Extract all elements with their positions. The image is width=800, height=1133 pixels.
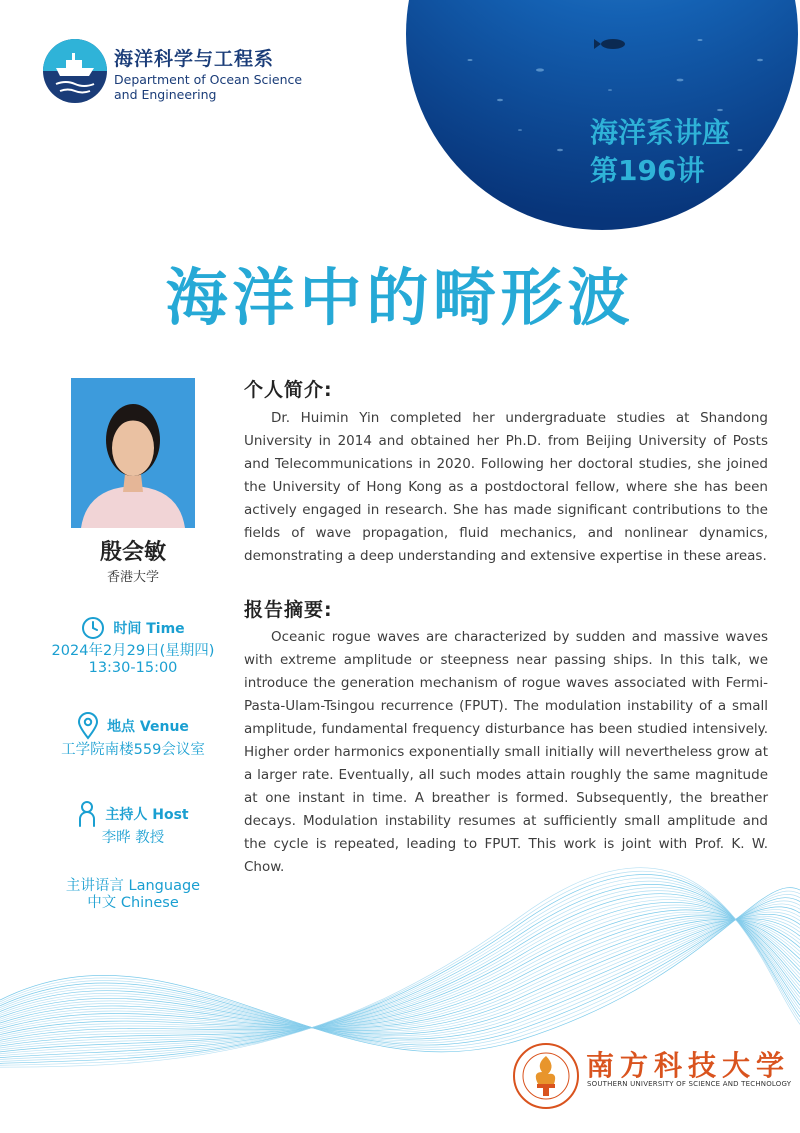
time-label: 时间 Time	[113, 621, 185, 637]
wave-lines-decoration	[0, 850, 800, 1133]
location-pin-icon	[77, 712, 99, 740]
time-header	[30, 616, 236, 640]
time-hours: 13:30-15:00	[88, 660, 178, 676]
talk-title: 海洋中的畸形波	[165, 261, 635, 334]
host-header	[30, 800, 236, 828]
abstract-text: Oceanic rogue waves are characterized by sudden and massive waves with extreme amplitude or steepness near passing ships. In this talk, we introduce the generation mechanism of rogue waves associated with Fermi-Pasta-Ulam-Tsingou recurrence (FPUT). The modulation instability of a small amplitude, fundamental frequency disturbance has been studied intensively. Higher order harmonics exponentially small initially will nevertheless grow at a larger rate. Eventually, all such modes attain roughly the same magnitude at one instant in time. A breather is formed. Subsequently, the breather decays. Modulation instability resumes at sufficiently small amplitude and the cycle is repeated, leading to FPUT. This work is joint with Prof. K. W. Chow.	[244, 629, 768, 875]
wave-line	[0, 910, 800, 1038]
dept-logo-ship	[42, 38, 108, 104]
clock-icon	[81, 616, 105, 640]
language-value: 中文 Chinese	[87, 895, 179, 911]
venue-header	[30, 712, 236, 740]
wave-line	[0, 918, 800, 1032]
lecture-series	[590, 114, 730, 190]
wave-line	[0, 916, 800, 1035]
sustech-name-en: SOUTHERN UNIVERSITY OF SCIENCE AND TECHNOLOGY	[587, 1080, 792, 1088]
venue-block	[30, 712, 236, 759]
speaker-photo	[71, 378, 195, 528]
wave-line	[0, 919, 800, 1029]
person-icon	[77, 800, 97, 828]
bio-text: Dr. Huimin Yin completed her undergraduate studies at Shandong University in 2014 and obtained her Ph.D. from Beijing University of Posts and Telecommunications in 2020. Following her doctoral studies, she joined the University of Hong Kong as a postdoctoral fellow, where she has been actively engaged in research. She has made significant contributions to the fields of wave propagation, fluid mechanics, and nonlinear dynamics, demonstrating a deep understanding and extensive expertise in these areas.	[244, 410, 768, 564]
series-number: 第196讲	[590, 154, 705, 187]
sustech-name-cn: 南方科技大学	[586, 1049, 791, 1082]
bio-heading: 个人简介:	[244, 379, 333, 401]
language-label: 主讲语言 Language	[65, 878, 201, 894]
wave-line	[0, 912, 800, 1038]
time-date: 2024年2月29日(星期四)	[51, 643, 215, 659]
dept-name-en	[114, 72, 334, 102]
host-block	[30, 800, 236, 847]
venue-value: 工学院南楼559会议室	[61, 742, 205, 758]
dept-name-cn: 海洋科学与工程系	[114, 48, 275, 70]
sustech-emblem	[512, 1042, 580, 1110]
host-value: 李晔 教授	[101, 830, 165, 846]
wave-line	[0, 916, 800, 1033]
dept-name-en-line1: Department of Ocean Science	[114, 72, 303, 87]
host-label: 主持人 Host	[105, 807, 189, 823]
speaker-name: 殷会敏	[99, 540, 166, 565]
dept-name-en-line2: and Engineering	[114, 87, 217, 102]
wave-line	[0, 902, 800, 1046]
abstract-heading: 报告摘要:	[244, 599, 333, 621]
time-block	[30, 616, 236, 677]
series-name: 海洋系讲座	[590, 116, 731, 149]
wave-line	[0, 905, 800, 1044]
speaker-affiliation: 香港大学	[106, 570, 159, 585]
venue-label: 地点 Venue	[107, 719, 189, 735]
